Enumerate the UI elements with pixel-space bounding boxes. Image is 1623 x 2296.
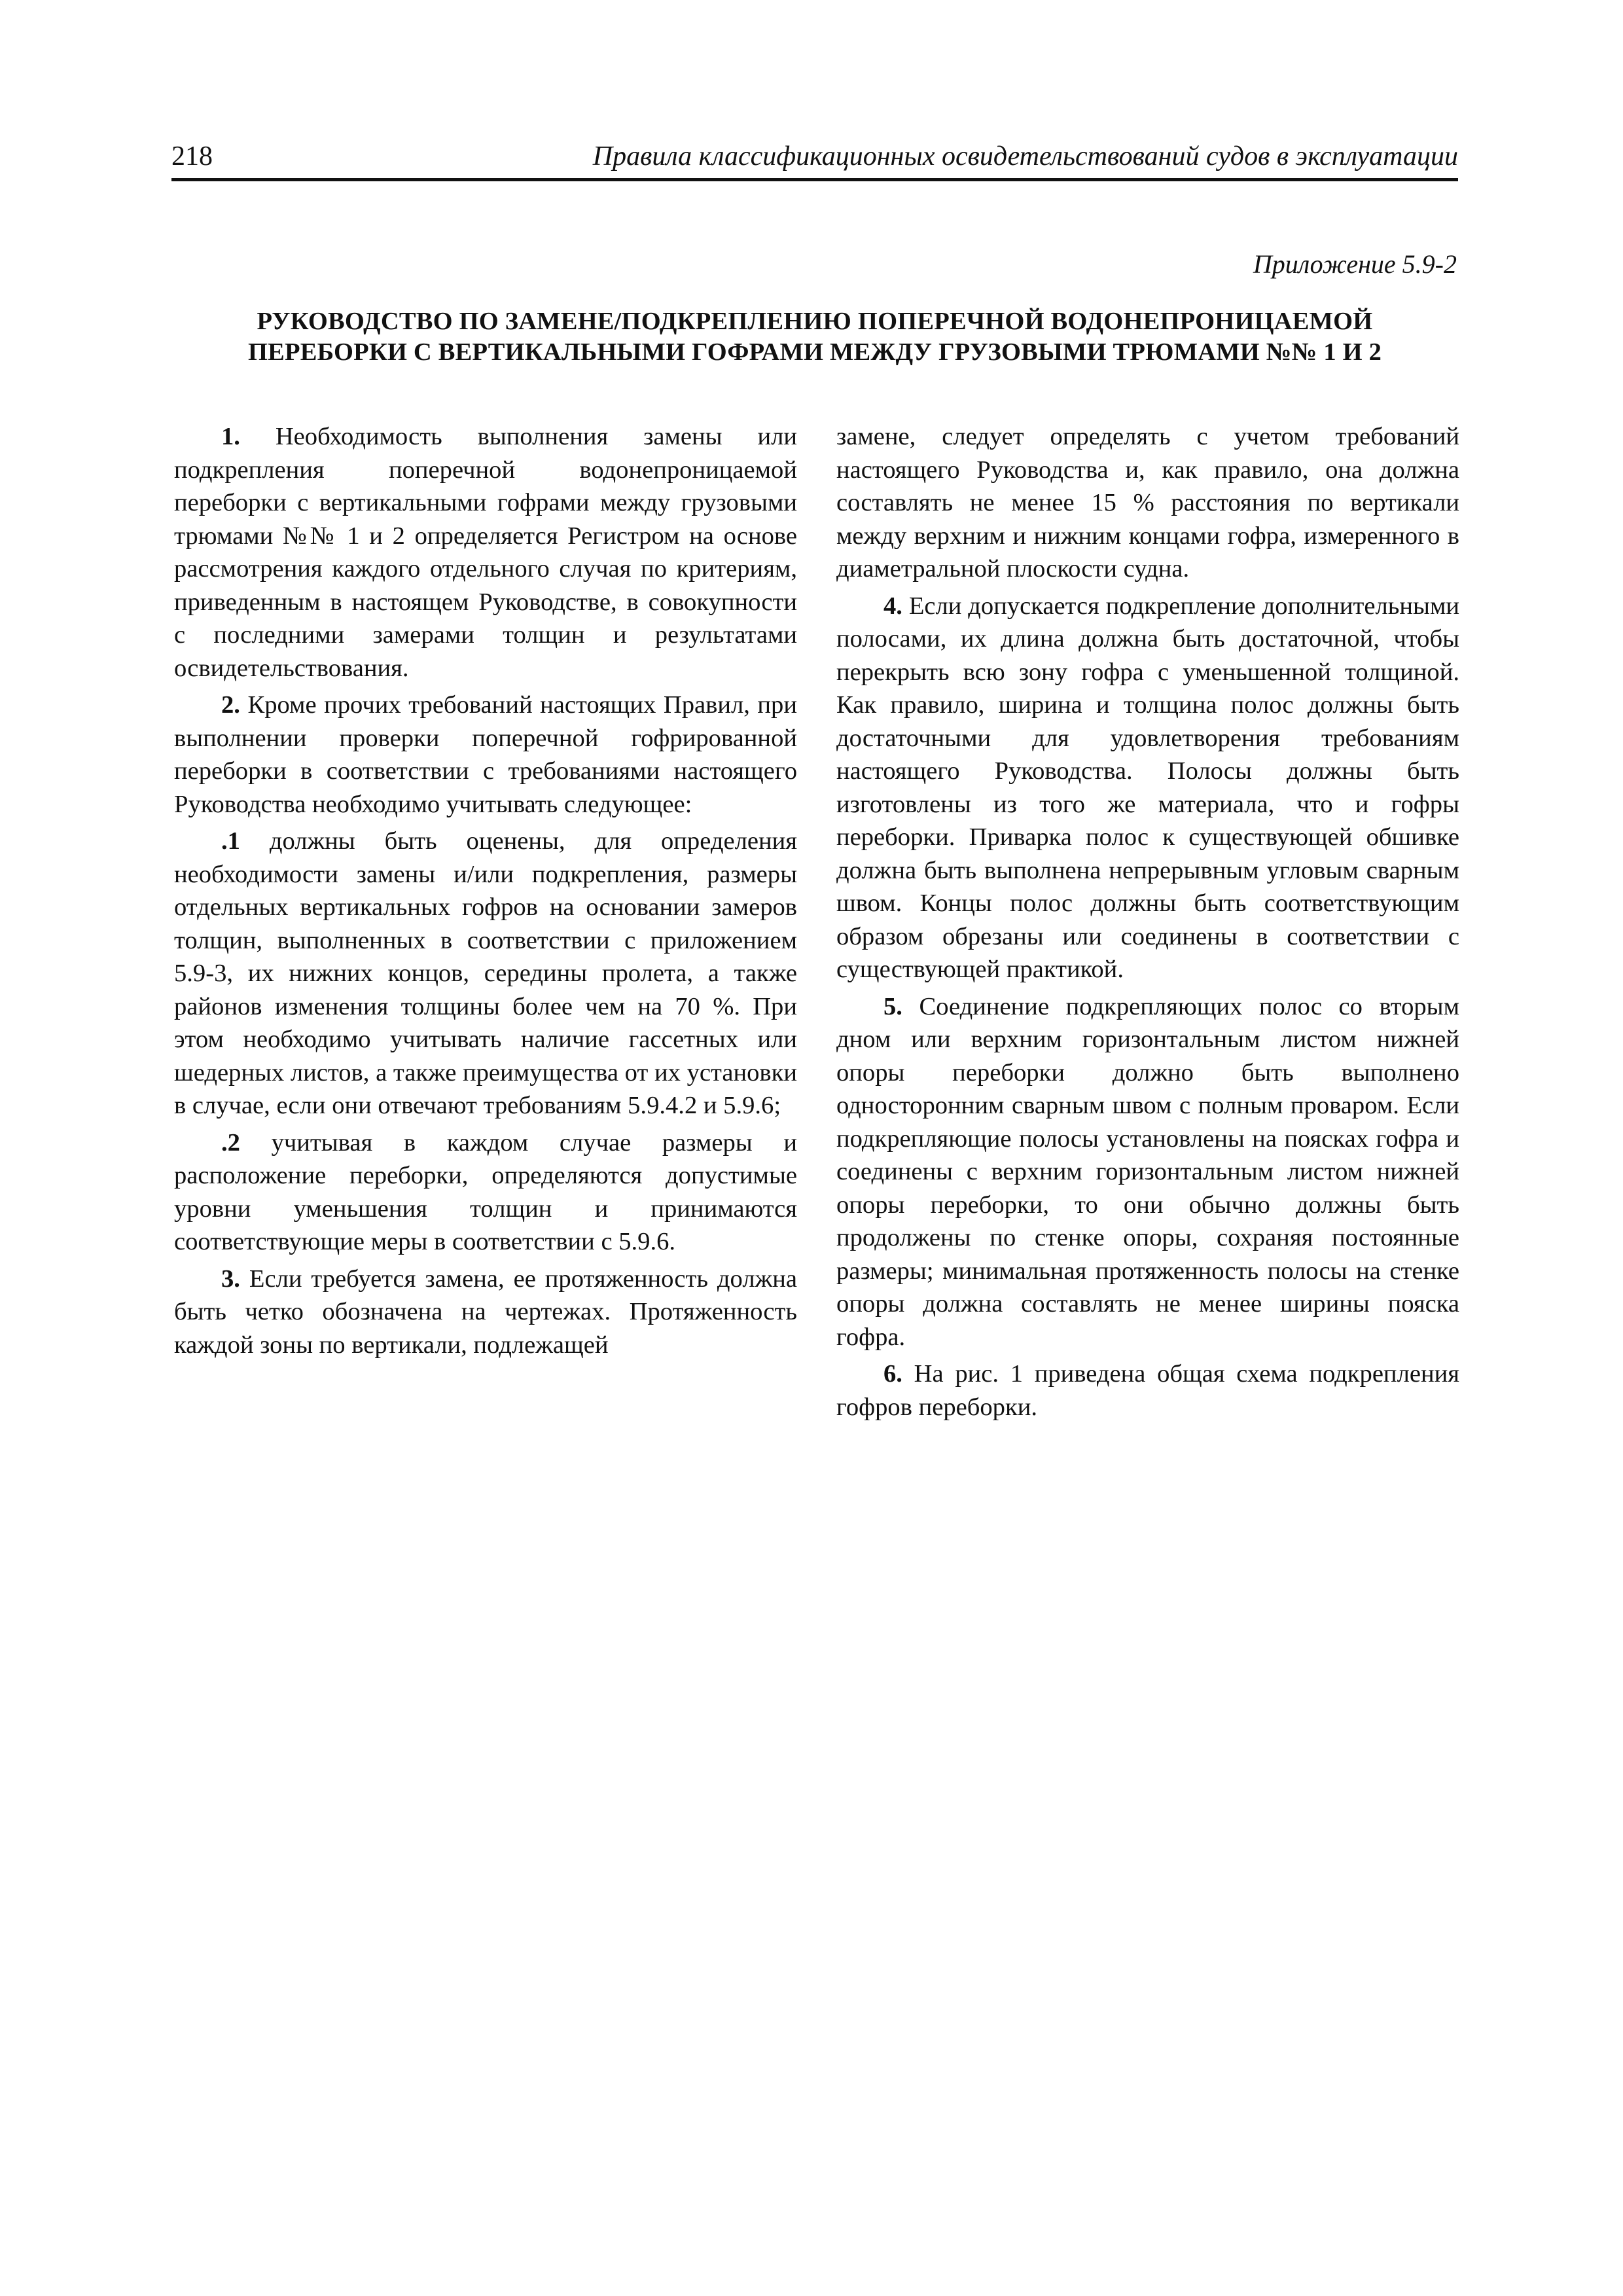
title-line-2: ПЕРЕБОРКИ С ВЕРТИКАЛЬНЫМИ ГОФРАМИ МЕЖДУ ГРУЗОВЫМИ ТРЮМАМИ №№ 1 И 2 bbox=[247, 338, 1382, 367]
paragraph-4 bbox=[836, 590, 1459, 986]
paragraph-3-continued bbox=[836, 420, 1459, 586]
running-title: Правила классификационных освидетельствований судов в эксплуатации bbox=[592, 141, 1458, 171]
right-column bbox=[836, 420, 1459, 1427]
left-column bbox=[174, 420, 797, 1365]
header-rule bbox=[171, 178, 1458, 181]
paragraph-number: 3. bbox=[221, 1265, 240, 1293]
paragraph-3 bbox=[174, 1263, 797, 1362]
paragraph-number: 5. bbox=[883, 992, 902, 1020]
paragraph-number: 4. bbox=[883, 592, 902, 620]
paragraph-text: должны быть оценены, для определения необходимости замены и/или подкрепления, размеры отдельных вертикальных гофров на основании замеров толщин, выполненных в соответствии с приложением 5.9-3, их нижних концов, середины пролета, а также районов изменения толщины более чем на 70 %. При этом необходимо учитывать наличие гассетных или шедерных листов, а также преимущества от их установки в случае, если они отвечают требованиям 5.9.4.2 и 5.9.6; bbox=[174, 827, 797, 1119]
paragraph-number: .2 bbox=[221, 1128, 240, 1157]
paragraph-number: .1 bbox=[221, 827, 240, 855]
paragraph-text: Соединение подкрепляющих полос со вторым дном или верхним горизонтальным листом нижней опоры переборки должно быть выполнено односторонним сварным швом с полным проваром. Если подкрепляющие полосы установлены на поясках гофра и соединены с верхним горизонтальным листом нижней опоры переборки, то они обычно должны быть продолжены по стенке опоры, сохраняя постоянные размеры; минимальная протяженность полосы на стенке опоры должна составлять не менее ширины пояска гофра. bbox=[836, 992, 1459, 1351]
paragraph-text: На рис. 1 приведена общая схема подкрепления гофров переборки. bbox=[836, 1360, 1459, 1421]
paragraph-2-2 bbox=[174, 1126, 797, 1259]
title-line-1: РУКОВОДСТВО ПО ЗАМЕНЕ/ПОДКРЕПЛЕНИЮ ПОПЕРЕЧНОЙ ВОДОНЕПРОНИЦАЕМОЙ bbox=[257, 308, 1373, 335]
paragraph-5 bbox=[836, 990, 1459, 1354]
paragraph-1 bbox=[174, 420, 797, 685]
paragraph-text: учитывая в каждом случае размеры и расположение переборки, определяются допустимые уровни уменьшения толщин и принимаются соответствующие меры в соответствии с 5.9.6. bbox=[174, 1128, 797, 1255]
paragraph-2 bbox=[174, 689, 797, 821]
document-title bbox=[171, 306, 1458, 368]
paragraph-6 bbox=[836, 1357, 1459, 1424]
page-number: 218 bbox=[171, 141, 213, 171]
paragraph-number: 1. bbox=[221, 423, 240, 450]
paragraph-text: замене, следует определять с учетом требований настоящего Руководства и, как правило, она должна составлять не менее 15 % расстояния по вертикали между верхним и нижним концами гофра, измеренного в диаметральной плоскости судна. bbox=[836, 423, 1459, 583]
paragraph-text: Если допускается подкрепление дополнительными полосами, их длина должна быть достаточной, чтобы перекрыть всю зону гофра с уменьшенной толщиной. Как правило, ширина и толщина полос должны быть достаточными для удовлетворения требованиям настоящего Руководства. Полосы должны быть изготовлены из того же материала, что и гофры переборки. Приварка полос к существующей обшивке должна быть выполнена непрерывным угловым сварным швом. Концы полос должны быть соответствующим образом обрезаны или соединены в соответствии с существующей практикой. bbox=[836, 592, 1459, 983]
paragraph-number: 6. bbox=[883, 1360, 902, 1388]
appendix-label: Приложение 5.9-2 bbox=[1253, 249, 1457, 279]
paragraph-2-1 bbox=[174, 825, 797, 1122]
paragraph-text: Кроме прочих требований настоящих Правил, при выполнении проверки поперечной гофрированной переборки в соответствии с требованиями настоящего Руководства необходимо учитывать следующее: bbox=[174, 691, 797, 818]
paragraph-text: Если требуется замена, ее протяженность должна быть четко обозначена на чертежах. Протяженность каждой зоны по вертикали, подлежащей bbox=[174, 1265, 798, 1359]
paragraph-number: 2. bbox=[221, 691, 240, 719]
paragraph-text: Необходимость выполнения замены или подкрепления поперечной водонепроницаемой переборки с вертикальными гофрами между грузовыми трюмами №№ 1 и 2 определяется Регистром на основе рассмотрения каждого отдельного случая по критериям, приведенным в настоящем Руководстве, в совокупности с последними замерами толщин и результатами освидетельствования. bbox=[174, 423, 797, 682]
